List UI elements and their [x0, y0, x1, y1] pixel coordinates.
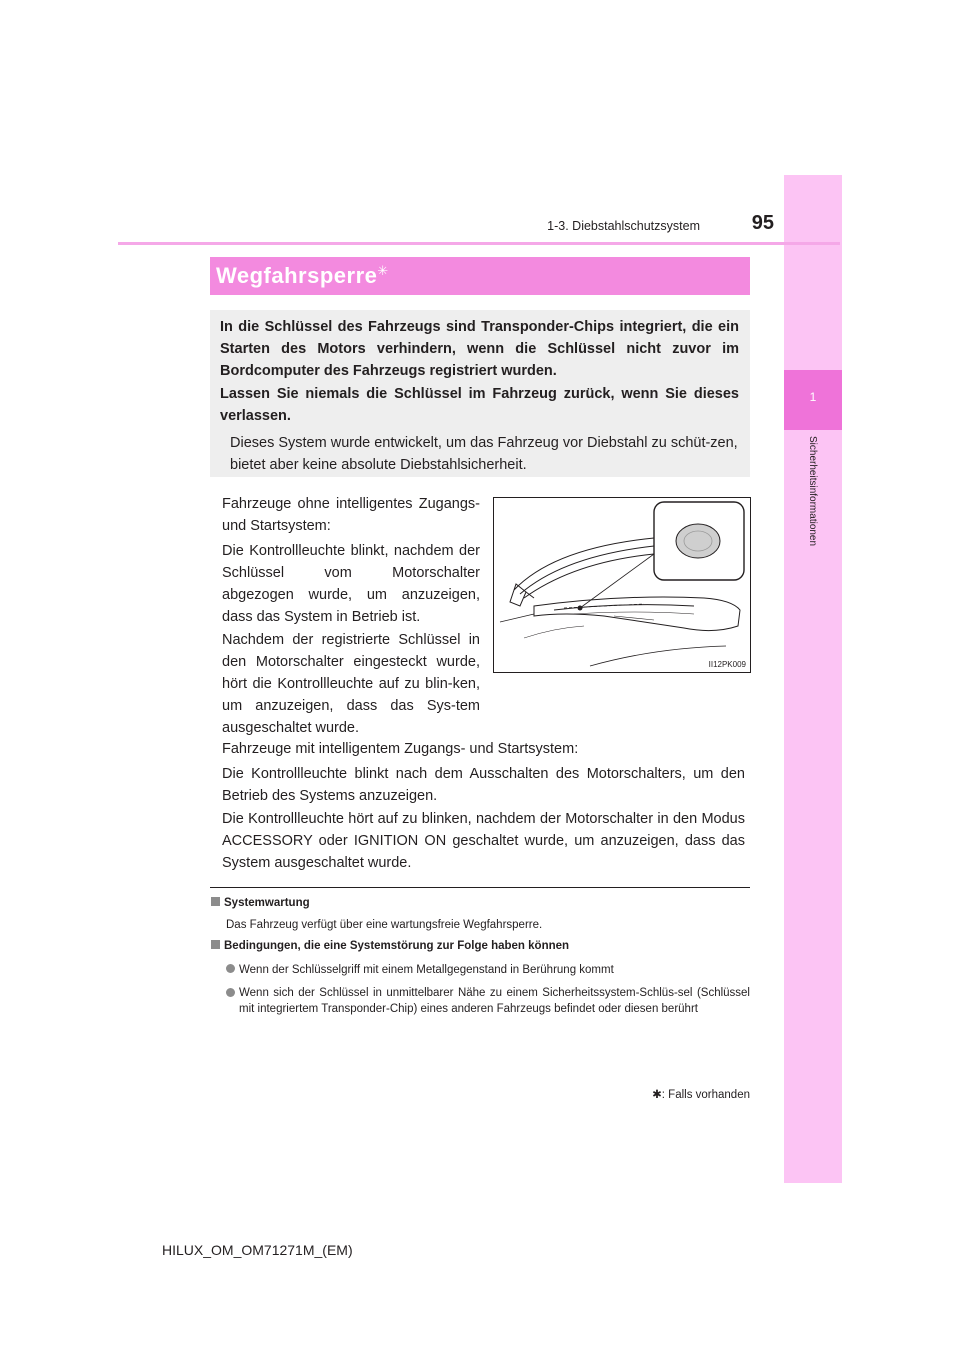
chapter-number: 1 — [809, 390, 817, 404]
dashboard-windshield-drawing — [494, 498, 750, 672]
note-heading-maintenance: Systemwartung — [211, 897, 310, 909]
figure-code: II12PK009 — [708, 660, 746, 669]
square-bullet-icon — [211, 897, 220, 906]
chapter-title: Sicherheitsinformationen — [807, 436, 818, 547]
asterisk-icon: ✱ — [652, 1089, 662, 1101]
indicator-light-illustration — [493, 497, 751, 673]
intro-paragraph-2: Lassen Sie niemals die Schlüssel im Fahrzeug zurück, wenn Sie dieses verlassen. — [220, 386, 739, 424]
chapter-title-container — [798, 436, 828, 586]
note-bullet-2: Wenn sich der Schlüssel in unmittelbarer Nähe zu einem Sicherheitssystem-Schlüs-sel (Schlüssel mit integriertem Transponder-Chip) eines anderen Fahrzeugs befindet oder diesen berührt — [239, 987, 750, 1015]
page-title-text: Wegfahrsperre — [216, 263, 378, 288]
note-bullet-1: Wenn der Schlüsselgriff mit einem Metallgegenstand in Berührung kommt — [226, 962, 748, 978]
intro-box — [210, 310, 750, 477]
smart-key-paragraph-1: Die Kontrollleuchte blinkt nach dem Ausschalten des Motorschalters, um den Betrieb des Systems anzuzeigen. — [222, 766, 745, 804]
square-bullet-icon — [211, 940, 220, 949]
page-title — [216, 263, 389, 289]
optional-marker-icon: ✳ — [377, 263, 389, 278]
notes-rule — [210, 887, 750, 888]
note-bullet-2-marker — [226, 986, 238, 1002]
footnote: ✱: Falls vorhanden — [652, 1089, 750, 1101]
round-bullet-icon — [226, 964, 235, 973]
section-reference: 1-3. Diebstahlschutzsystem — [547, 219, 700, 233]
no-smart-key-paragraph-2: Nachdem der registrierte Schlüssel in den Motorschalter eingesteckt wurde, hört die Kontrollleuchte auf zu blin-ken, um anzuzeigen, dass das Sys-tem ausgeschaltet wurde. — [222, 632, 480, 736]
no-smart-key-paragraph-1: Die Kontrollleuchte blinkt, nachdem der Schlüssel vom Motorschalter abgezogen wurde, um anzuzeigen, dass das System in Betrieb ist. — [222, 543, 480, 625]
round-bullet-icon — [226, 988, 235, 997]
document-id: HILUX_OM_OM71271M_(EM) — [162, 1242, 353, 1258]
heading-no-smart-key: Fahrzeuge ohne intelligentes Zugangs- und Startsystem: — [222, 496, 480, 534]
header-rule — [118, 242, 840, 245]
intro-paragraph-1: In die Schlüssel des Fahrzeugs sind Transponder-Chips integriert, die ein Starten des Motors verhindern, wenn die Schlüssel nicht zuvor im Bordcomputer des Fahrzeugs registriert wurden. — [220, 319, 739, 379]
smart-key-paragraph-2: Die Kontrollleuchte hört auf zu blinken, nachdem der Motorschalter in den Modus ACCESSORY oder IGNITION ON geschaltet wurde, um anzuzeigen, dass das System ausgeschaltet wurde. — [222, 811, 745, 871]
heading-smart-key: Fahrzeuge mit intelligentem Zugangs- und Startsystem: — [222, 741, 579, 757]
chapter-side-tab — [784, 175, 842, 1183]
note-heading-conditions: Bedingungen, die eine Systemstörung zur Folge haben können — [211, 940, 569, 952]
page-number: 95 — [751, 212, 774, 234]
note-text-maintenance: Das Fahrzeug verfügt über eine wartungsfreie Wegfahrsperre. — [226, 919, 543, 931]
intro-note: Dieses System wurde entwickelt, um das Fahrzeug vor Diebstahl zu schüt-zen, bietet aber keine absolute Diebstahlsicherheit. — [230, 435, 738, 473]
